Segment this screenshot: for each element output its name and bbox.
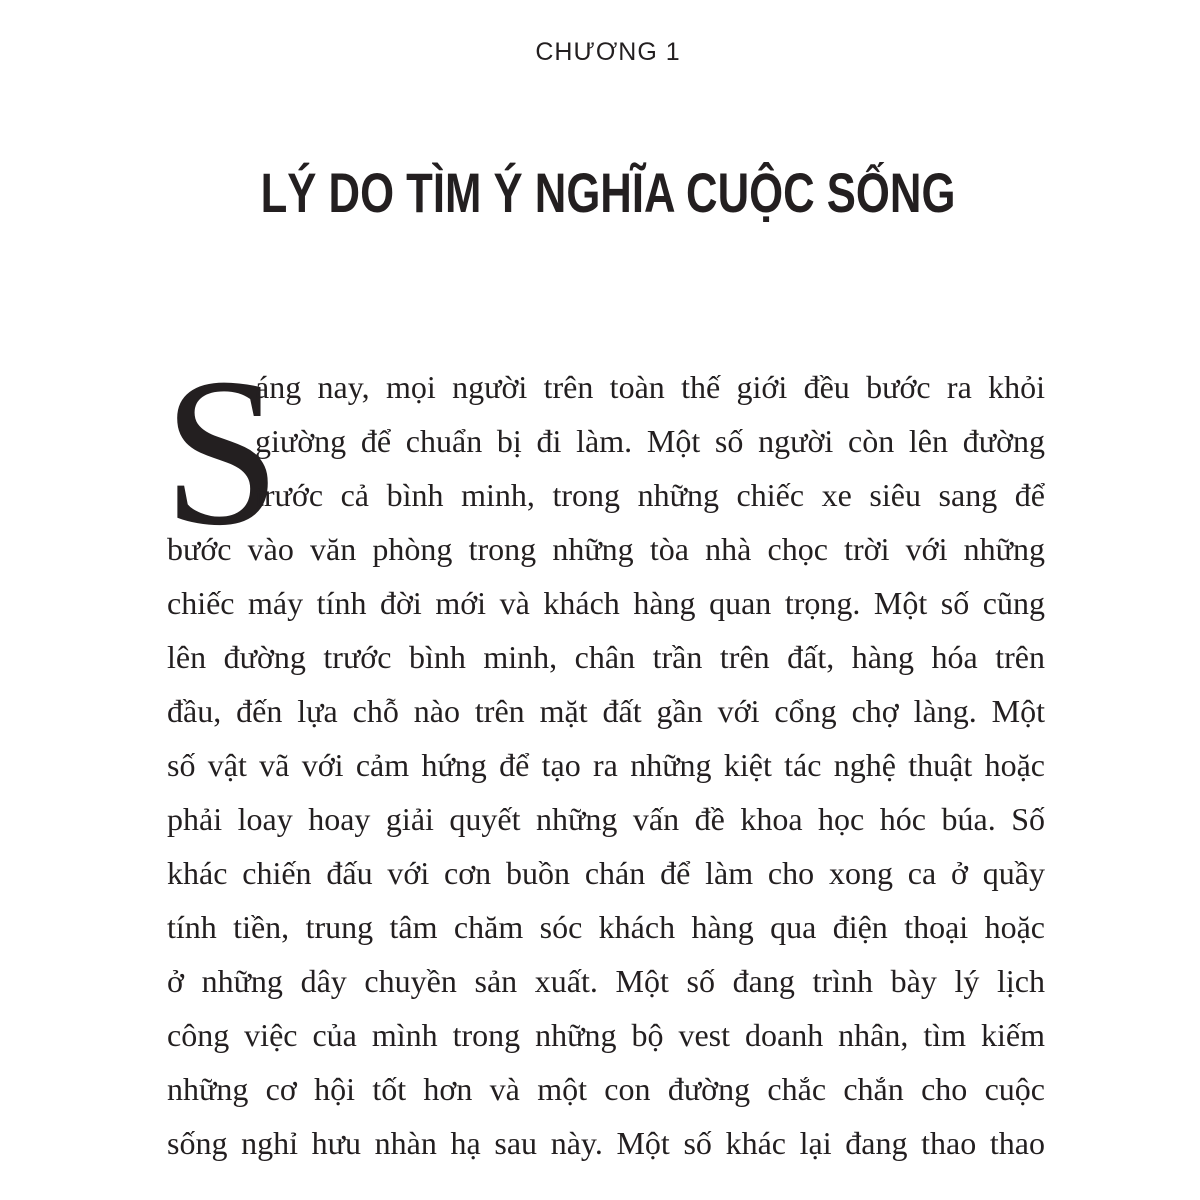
body-line: đầu, đến lựa chỗ nào trên mặt đất gần với cổng chợ làng. Một: [167, 693, 1045, 729]
body-line: bước vào văn phòng trong những tòa nhà chọc trời với những: [167, 531, 1045, 567]
body-line: trước cả bình minh, trong những chiếc xe siêu sang để: [255, 477, 1045, 513]
body-line: chiếc máy tính đời mới và khách hàng quan trọng. Một số cũng: [167, 585, 1045, 621]
body-line: công việc của mình trong những bộ vest doanh nhân, tìm kiếm: [167, 1017, 1045, 1053]
body-line: phải loay hoay giải quyết những vấn đề khoa học hóc búa. Số: [167, 801, 1045, 837]
body-line: tính tiền, trung tâm chăm sóc khách hàng qua điện thoại hoặc: [167, 909, 1045, 945]
chapter-label: CHƯƠNG 1: [535, 38, 681, 66]
body-line: số vật vã với cảm hứng để tạo ra những kiệt tác nghệ thuật hoặc: [167, 747, 1045, 783]
body-line: những cơ hội tốt hơn và một con đường chắc chắn cho cuộc: [167, 1071, 1045, 1107]
body-line: giường để chuẩn bị đi làm. Một số người còn lên đường: [255, 423, 1045, 459]
body-line: sống nghỉ hưu nhàn hạ sau này. Một số khác lại đang thao thao: [167, 1125, 1045, 1161]
drop-cap: S: [163, 334, 281, 569]
body-line: ở những dây chuyền sản xuất. Một số đang trình bày lý lịch: [167, 963, 1045, 999]
body-line: áng nay, mọi người trên toàn thế giới đều bước ra khỏi: [255, 369, 1045, 405]
chapter-title: LÝ DO TÌM Ý NGHĨA CUỘC SỐNG: [260, 161, 956, 224]
body-line: lên đường trước bình minh, chân trần trên đất, hàng hóa trên: [167, 639, 1045, 675]
body-line: khác chiến đấu với cơn buồn chán để làm cho xong ca ở quầy: [167, 855, 1045, 891]
